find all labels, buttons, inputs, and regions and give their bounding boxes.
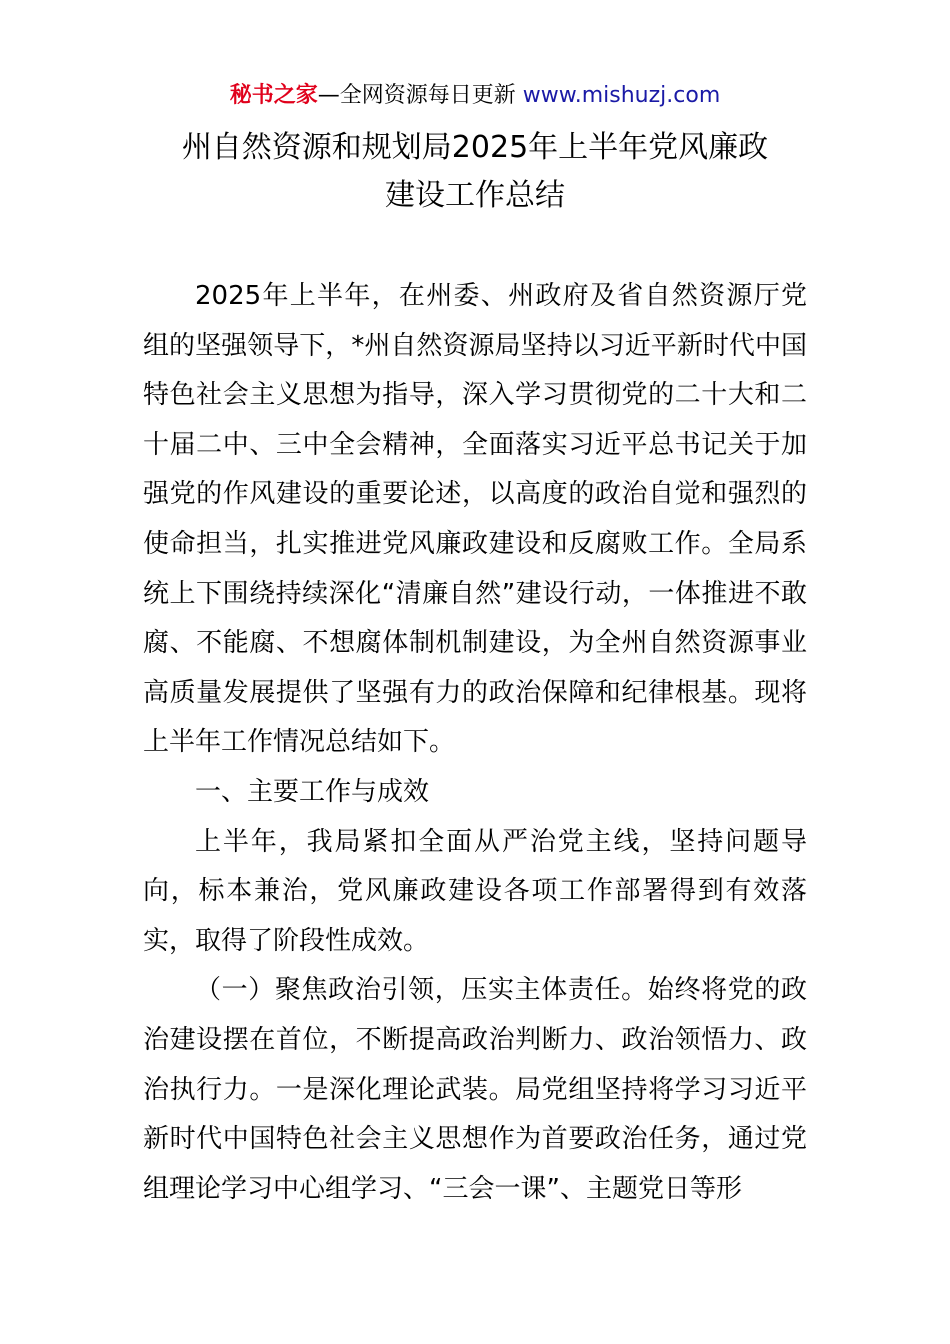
paragraph-intro: 2025年上半年，在州委、州政府及省自然资源厅党组的坚强领导下，*州自然资源局坚持以习近平新时代中国特色社会主义思想为指导，深入学习贯彻党的二十大和二十届二中、三中全会精神，全面落实习近平总书记关于加强党的作风建设的重要论述，以高度的政治自觉和强烈的使命担当，扎实推进党风廉政建设和反腐败工作。全局系统上下围绕持续深化“清廉自然”建设行动，一体推进不敢腐、不能腐、不想腐体制机制建设，为全州自然资源事业高质量发展提供了坚强有力的政治保障和纪律根基。现将上半年工作情况总结如下。 (143, 281, 807, 758)
header-tagline: —全网资源每日更新 (317, 83, 516, 108)
paragraph-section-1: 上半年，我局紧扣全面从严治党主线，坚持问题导向，标本兼治，党风廉政建设各项工作部署得到有效落实，取得了阶段性成效。 (143, 826, 807, 956)
title-line-1: 州自然资源和规划局2025年上半年党风廉政 (181, 130, 769, 165)
title-line-2: 建设工作总结 (385, 178, 565, 213)
site-header (0, 80, 950, 112)
document-body (143, 272, 807, 1214)
site-url-link[interactable]: www.mishuzj.com (522, 83, 721, 108)
section-heading-1: 一、主要工作与成效 (195, 776, 430, 807)
paragraph-subsection-1: （一）聚焦政治引领，压实主体责任。始终将党的政治建设摆在首位，不断提高政治判断力、政治领悟力、政治执行力。一是深化理论武装。局党组坚持将学习习近平新时代中国特色社会主义思想作为首要政治任务，通过党组理论学习中心组学习、“三会一课”、主题党日等形 (143, 975, 807, 1204)
document-title (0, 124, 950, 220)
brand-name: 秘书之家 (229, 83, 318, 108)
